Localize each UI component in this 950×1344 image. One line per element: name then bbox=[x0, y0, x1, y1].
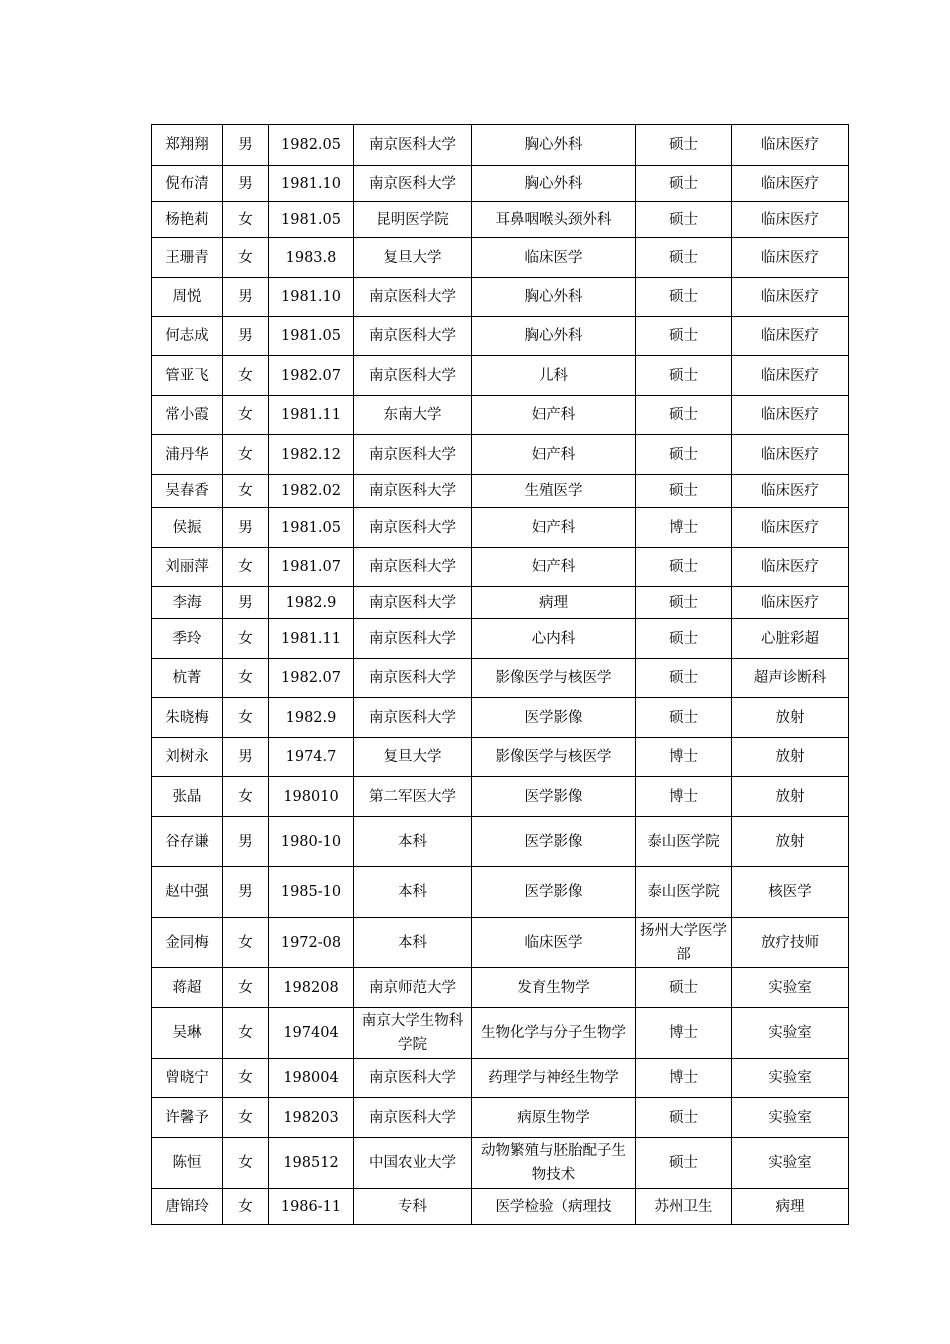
cell-name: 李海 bbox=[152, 587, 223, 619]
cell-sex: 女 bbox=[223, 396, 269, 435]
cell-name: 刘丽萍 bbox=[152, 548, 223, 587]
cell-sex: 女 bbox=[223, 1138, 269, 1189]
table-row bbox=[152, 1138, 849, 1189]
cell-major: 医学影像 bbox=[472, 867, 636, 918]
cell-sex: 男 bbox=[223, 317, 269, 356]
cell-dept: 临床医疗 bbox=[732, 166, 849, 202]
cell-name: 杨艳莉 bbox=[152, 202, 223, 238]
cell-birth: 1972-08 bbox=[269, 918, 354, 968]
cell-major: 动物繁殖与胚胎配子生物技术 bbox=[472, 1138, 636, 1189]
table-row bbox=[152, 508, 849, 548]
cell-name: 朱晓梅 bbox=[152, 698, 223, 738]
cell-school: 南京师范大学 bbox=[354, 968, 472, 1008]
cell-school: 南京医科大学 bbox=[354, 356, 472, 396]
cell-major: 影像医学与核医学 bbox=[472, 659, 636, 698]
cell-name: 刘树永 bbox=[152, 738, 223, 777]
cell-major: 临床医学 bbox=[472, 238, 636, 278]
cell-name: 何志成 bbox=[152, 317, 223, 356]
cell-degree: 硕士 bbox=[636, 202, 732, 238]
cell-school: 东南大学 bbox=[354, 396, 472, 435]
cell-name: 曾晓宁 bbox=[152, 1059, 223, 1098]
table-row bbox=[152, 698, 849, 738]
cell-major: 发育生物学 bbox=[472, 968, 636, 1008]
cell-school: 南京医科大学 bbox=[354, 475, 472, 508]
table-row bbox=[152, 1098, 849, 1138]
cell-dept: 临床医疗 bbox=[732, 587, 849, 619]
cell-name: 张晶 bbox=[152, 777, 223, 817]
cell-dept: 核医学 bbox=[732, 867, 849, 918]
cell-school: 复旦大学 bbox=[354, 738, 472, 777]
table-row bbox=[152, 918, 849, 968]
cell-name: 周悦 bbox=[152, 278, 223, 317]
cell-sex: 女 bbox=[223, 202, 269, 238]
cell-dept: 临床医疗 bbox=[732, 238, 849, 278]
cell-degree: 硕士 bbox=[636, 475, 732, 508]
cell-sex: 女 bbox=[223, 238, 269, 278]
cell-degree: 硕士 bbox=[636, 1138, 732, 1189]
cell-degree: 硕士 bbox=[636, 317, 732, 356]
cell-birth: 1981.05 bbox=[269, 202, 354, 238]
staff-table-body bbox=[152, 125, 849, 1225]
cell-major: 胸心外科 bbox=[472, 166, 636, 202]
table-row bbox=[152, 1059, 849, 1098]
cell-sex: 女 bbox=[223, 918, 269, 968]
cell-degree: 硕士 bbox=[636, 166, 732, 202]
cell-name: 唐锦玲 bbox=[152, 1189, 223, 1225]
cell-school: 第二军医大学 bbox=[354, 777, 472, 817]
cell-birth: 1980-10 bbox=[269, 817, 354, 867]
cell-dept: 实验室 bbox=[732, 968, 849, 1008]
cell-name: 郑翔翔 bbox=[152, 125, 223, 166]
table-row bbox=[152, 125, 849, 166]
cell-birth: 1982.05 bbox=[269, 125, 354, 166]
cell-sex: 女 bbox=[223, 475, 269, 508]
cell-school: 南京医科大学 bbox=[354, 1098, 472, 1138]
table-row bbox=[152, 587, 849, 619]
cell-school: 南京医科大学 bbox=[354, 125, 472, 166]
cell-sex: 女 bbox=[223, 968, 269, 1008]
table-row bbox=[152, 1189, 849, 1225]
table-row bbox=[152, 166, 849, 202]
cell-degree: 硕士 bbox=[636, 356, 732, 396]
table-row bbox=[152, 659, 849, 698]
cell-degree: 博士 bbox=[636, 738, 732, 777]
cell-birth: 1983.8 bbox=[269, 238, 354, 278]
cell-dept: 实验室 bbox=[732, 1059, 849, 1098]
cell-birth: 1982.9 bbox=[269, 587, 354, 619]
cell-birth: 1985-10 bbox=[269, 867, 354, 918]
cell-school: 南京医科大学 bbox=[354, 278, 472, 317]
cell-birth: 198512 bbox=[269, 1138, 354, 1189]
cell-degree: 硕士 bbox=[636, 396, 732, 435]
cell-name: 季玲 bbox=[152, 619, 223, 659]
cell-school: 南京医科大学 bbox=[354, 435, 472, 475]
cell-school: 南京医科大学 bbox=[354, 317, 472, 356]
cell-birth: 197404 bbox=[269, 1008, 354, 1059]
cell-dept: 临床医疗 bbox=[732, 548, 849, 587]
cell-sex: 男 bbox=[223, 738, 269, 777]
cell-major: 胸心外科 bbox=[472, 317, 636, 356]
table-row bbox=[152, 968, 849, 1008]
cell-dept: 放疗技师 bbox=[732, 918, 849, 968]
cell-school: 昆明医学院 bbox=[354, 202, 472, 238]
cell-degree: 硕士 bbox=[636, 435, 732, 475]
cell-major: 医学影像 bbox=[472, 698, 636, 738]
cell-sex: 女 bbox=[223, 356, 269, 396]
table-row bbox=[152, 356, 849, 396]
cell-name: 陈恒 bbox=[152, 1138, 223, 1189]
cell-major: 医学影像 bbox=[472, 817, 636, 867]
cell-birth: 1981.05 bbox=[269, 317, 354, 356]
cell-degree: 硕士 bbox=[636, 1098, 732, 1138]
cell-birth: 1974.7 bbox=[269, 738, 354, 777]
cell-dept: 临床医疗 bbox=[732, 475, 849, 508]
cell-dept: 临床医疗 bbox=[732, 356, 849, 396]
cell-dept: 放射 bbox=[732, 698, 849, 738]
cell-name: 杭菁 bbox=[152, 659, 223, 698]
cell-name: 吴春香 bbox=[152, 475, 223, 508]
cell-school: 南京医科大学 bbox=[354, 659, 472, 698]
cell-major: 病理 bbox=[472, 587, 636, 619]
cell-degree: 博士 bbox=[636, 1059, 732, 1098]
cell-major: 耳鼻咽喉头颈外科 bbox=[472, 202, 636, 238]
cell-sex: 男 bbox=[223, 125, 269, 166]
cell-birth: 1982.02 bbox=[269, 475, 354, 508]
cell-major: 妇产科 bbox=[472, 508, 636, 548]
cell-name: 倪布清 bbox=[152, 166, 223, 202]
cell-name: 浦丹华 bbox=[152, 435, 223, 475]
cell-degree: 硕士 bbox=[636, 238, 732, 278]
cell-sex: 女 bbox=[223, 1008, 269, 1059]
cell-birth: 1981.11 bbox=[269, 619, 354, 659]
cell-birth: 1982.12 bbox=[269, 435, 354, 475]
cell-dept: 病理 bbox=[732, 1189, 849, 1225]
cell-major: 病原生物学 bbox=[472, 1098, 636, 1138]
cell-degree: 硕士 bbox=[636, 587, 732, 619]
cell-school: 南京医科大学 bbox=[354, 1059, 472, 1098]
cell-sex: 女 bbox=[223, 777, 269, 817]
cell-sex: 女 bbox=[223, 1098, 269, 1138]
cell-degree: 扬州大学医学部 bbox=[636, 918, 732, 968]
cell-major: 生物化学与分子生物学 bbox=[472, 1008, 636, 1059]
table-row bbox=[152, 278, 849, 317]
cell-major: 妇产科 bbox=[472, 548, 636, 587]
cell-sex: 女 bbox=[223, 698, 269, 738]
table-row bbox=[152, 619, 849, 659]
cell-major: 生殖医学 bbox=[472, 475, 636, 508]
table-row bbox=[152, 435, 849, 475]
cell-sex: 女 bbox=[223, 548, 269, 587]
cell-birth: 198208 bbox=[269, 968, 354, 1008]
cell-major: 医学检验（病理技 bbox=[472, 1189, 636, 1225]
table-row bbox=[152, 817, 849, 867]
cell-dept: 放射 bbox=[732, 738, 849, 777]
cell-name: 蒋超 bbox=[152, 968, 223, 1008]
cell-degree: 博士 bbox=[636, 777, 732, 817]
cell-sex: 女 bbox=[223, 1189, 269, 1225]
cell-name: 许馨予 bbox=[152, 1098, 223, 1138]
cell-sex: 女 bbox=[223, 659, 269, 698]
cell-school: 本科 bbox=[354, 817, 472, 867]
table-row bbox=[152, 548, 849, 587]
cell-dept: 心脏彩超 bbox=[732, 619, 849, 659]
cell-degree: 博士 bbox=[636, 1008, 732, 1059]
table-row bbox=[152, 238, 849, 278]
cell-birth: 198004 bbox=[269, 1059, 354, 1098]
cell-birth: 1982.9 bbox=[269, 698, 354, 738]
cell-dept: 放射 bbox=[732, 817, 849, 867]
cell-sex: 男 bbox=[223, 867, 269, 918]
cell-birth: 198010 bbox=[269, 777, 354, 817]
cell-major: 妇产科 bbox=[472, 435, 636, 475]
cell-birth: 1981.10 bbox=[269, 166, 354, 202]
cell-degree: 硕士 bbox=[636, 968, 732, 1008]
cell-school: 南京医科大学 bbox=[354, 587, 472, 619]
cell-dept: 临床医疗 bbox=[732, 202, 849, 238]
table-row bbox=[152, 317, 849, 356]
cell-dept: 实验室 bbox=[732, 1098, 849, 1138]
cell-birth: 1981.10 bbox=[269, 278, 354, 317]
cell-major: 儿科 bbox=[472, 356, 636, 396]
cell-dept: 临床医疗 bbox=[732, 317, 849, 356]
cell-birth: 1981.11 bbox=[269, 396, 354, 435]
cell-major: 影像医学与核医学 bbox=[472, 738, 636, 777]
cell-degree: 硕士 bbox=[636, 278, 732, 317]
table-row bbox=[152, 738, 849, 777]
cell-dept: 临床医疗 bbox=[732, 508, 849, 548]
table-row bbox=[152, 777, 849, 817]
table-row bbox=[152, 867, 849, 918]
cell-birth: 1986-11 bbox=[269, 1189, 354, 1225]
cell-major: 医学影像 bbox=[472, 777, 636, 817]
cell-sex: 男 bbox=[223, 278, 269, 317]
cell-name: 王珊青 bbox=[152, 238, 223, 278]
cell-dept: 实验室 bbox=[732, 1008, 849, 1059]
cell-degree: 硕士 bbox=[636, 125, 732, 166]
cell-birth: 1981.07 bbox=[269, 548, 354, 587]
cell-school: 复旦大学 bbox=[354, 238, 472, 278]
cell-dept: 超声诊断科 bbox=[732, 659, 849, 698]
cell-birth: 1982.07 bbox=[269, 659, 354, 698]
cell-name: 谷存谦 bbox=[152, 817, 223, 867]
cell-dept: 临床医疗 bbox=[732, 396, 849, 435]
cell-sex: 女 bbox=[223, 1059, 269, 1098]
cell-dept: 临床医疗 bbox=[732, 435, 849, 475]
table-row bbox=[152, 1008, 849, 1059]
cell-school: 南京医科大学 bbox=[354, 698, 472, 738]
cell-dept: 临床医疗 bbox=[732, 278, 849, 317]
cell-name: 常小霞 bbox=[152, 396, 223, 435]
cell-school: 南京医科大学 bbox=[354, 548, 472, 587]
table-row bbox=[152, 396, 849, 435]
cell-degree: 苏州卫生 bbox=[636, 1189, 732, 1225]
cell-name: 吴琳 bbox=[152, 1008, 223, 1059]
cell-major: 妇产科 bbox=[472, 396, 636, 435]
cell-name: 管亚飞 bbox=[152, 356, 223, 396]
cell-sex: 男 bbox=[223, 587, 269, 619]
cell-school: 南京医科大学 bbox=[354, 508, 472, 548]
cell-school: 南京大学生物科学院 bbox=[354, 1008, 472, 1059]
cell-dept: 临床医疗 bbox=[732, 125, 849, 166]
cell-sex: 女 bbox=[223, 435, 269, 475]
cell-major: 心内科 bbox=[472, 619, 636, 659]
cell-school: 南京医科大学 bbox=[354, 619, 472, 659]
cell-major: 临床医学 bbox=[472, 918, 636, 968]
cell-school: 本科 bbox=[354, 867, 472, 918]
table-row bbox=[152, 475, 849, 508]
cell-major: 胸心外科 bbox=[472, 278, 636, 317]
cell-birth: 1982.07 bbox=[269, 356, 354, 396]
cell-birth: 1981.05 bbox=[269, 508, 354, 548]
cell-degree: 泰山医学院 bbox=[636, 817, 732, 867]
cell-major: 药理学与神经生物学 bbox=[472, 1059, 636, 1098]
cell-sex: 男 bbox=[223, 817, 269, 867]
staff-table bbox=[151, 124, 849, 1225]
cell-degree: 硕士 bbox=[636, 698, 732, 738]
table-row bbox=[152, 202, 849, 238]
cell-name: 侯振 bbox=[152, 508, 223, 548]
cell-degree: 泰山医学院 bbox=[636, 867, 732, 918]
cell-name: 赵中强 bbox=[152, 867, 223, 918]
cell-sex: 男 bbox=[223, 508, 269, 548]
cell-sex: 男 bbox=[223, 166, 269, 202]
cell-degree: 硕士 bbox=[636, 659, 732, 698]
cell-school: 本科 bbox=[354, 918, 472, 968]
cell-school: 专科 bbox=[354, 1189, 472, 1225]
cell-degree: 硕士 bbox=[636, 619, 732, 659]
cell-major: 胸心外科 bbox=[472, 125, 636, 166]
cell-school: 中国农业大学 bbox=[354, 1138, 472, 1189]
cell-name: 金同梅 bbox=[152, 918, 223, 968]
cell-school: 南京医科大学 bbox=[354, 166, 472, 202]
cell-degree: 硕士 bbox=[636, 548, 732, 587]
cell-sex: 女 bbox=[223, 619, 269, 659]
cell-birth: 198203 bbox=[269, 1098, 354, 1138]
cell-dept: 放射 bbox=[732, 777, 849, 817]
cell-degree: 博士 bbox=[636, 508, 732, 548]
cell-dept: 实验室 bbox=[732, 1138, 849, 1189]
